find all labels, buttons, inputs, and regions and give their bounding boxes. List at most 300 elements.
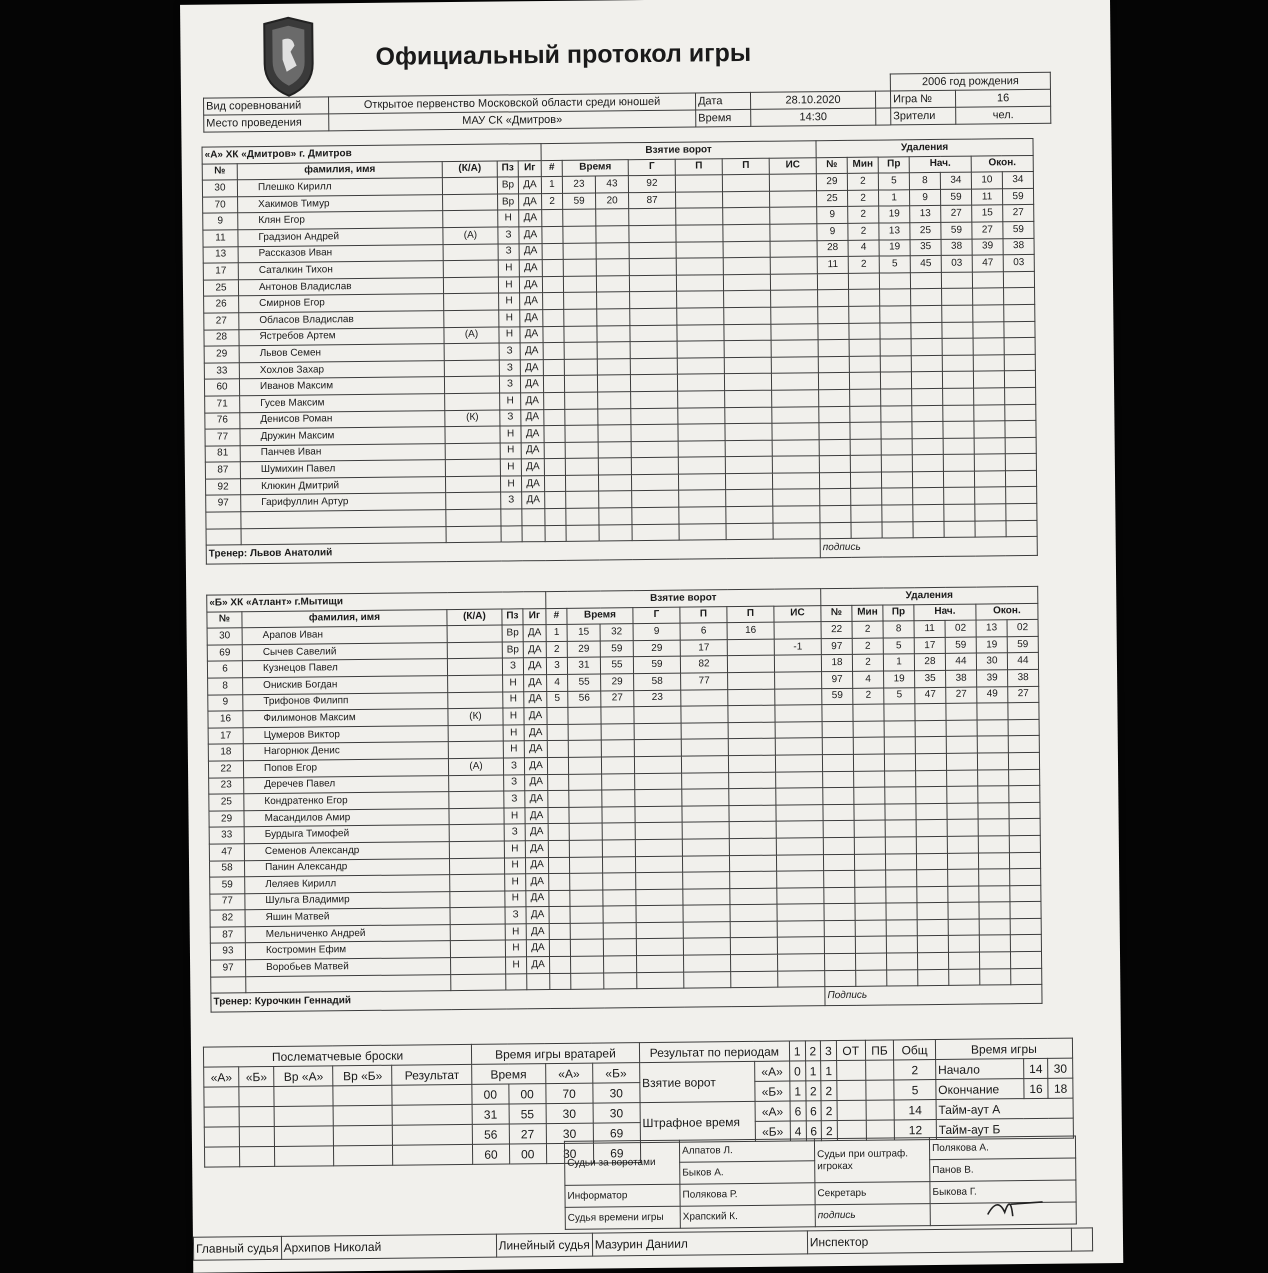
gk-time-cell: 55 bbox=[509, 1104, 546, 1124]
goal-number: 2 bbox=[546, 641, 567, 658]
goal-assist-1 bbox=[679, 490, 726, 507]
goal-second bbox=[597, 375, 630, 392]
penalty-start-min bbox=[917, 869, 948, 886]
penalty-minutes bbox=[849, 372, 880, 389]
goal-assist-1 bbox=[676, 274, 723, 291]
goal-situation bbox=[777, 904, 824, 921]
penalty-end-sec bbox=[1010, 868, 1041, 885]
penalty-end-sec bbox=[1010, 951, 1041, 968]
penalty-start-min bbox=[918, 969, 949, 986]
penalty-start-min bbox=[912, 471, 943, 488]
goal-assist-2 bbox=[724, 340, 771, 357]
player-number: 16 bbox=[208, 711, 243, 728]
penalty-player bbox=[818, 340, 849, 357]
goal-assist-2 bbox=[729, 838, 776, 855]
player-position bbox=[501, 525, 522, 542]
penalty-end-min bbox=[973, 354, 1004, 371]
score-cell: 1 bbox=[790, 1081, 806, 1101]
gk-time-cell: 00 bbox=[509, 1144, 546, 1164]
goal-situation bbox=[770, 224, 817, 241]
player-name: Онискив Богдан bbox=[243, 676, 448, 695]
penalty-start-min bbox=[916, 787, 947, 804]
player-number: 29 bbox=[204, 346, 239, 363]
penalty-minutes bbox=[850, 422, 881, 439]
goal-assist-2 bbox=[730, 888, 777, 905]
penalty-player: 97 bbox=[822, 671, 853, 688]
penalty-minutes bbox=[850, 472, 881, 489]
goal-scorer bbox=[632, 524, 679, 541]
penalty-end-sec bbox=[1009, 819, 1040, 836]
penalty-start-min bbox=[917, 936, 948, 953]
coach-name: Тренер: Курочкин Геннадий bbox=[211, 987, 825, 1012]
goal-number bbox=[544, 459, 565, 476]
player-played: ДА bbox=[521, 459, 544, 476]
penalty-end-sec: 03 bbox=[1003, 255, 1034, 272]
goal-second: 29 bbox=[601, 674, 634, 691]
goal-assist-1 bbox=[676, 258, 723, 275]
player-name: Денисов Роман bbox=[240, 410, 445, 429]
goal-assist-1 bbox=[679, 523, 726, 540]
goal-number bbox=[542, 210, 563, 227]
player-name: Иванов Максим bbox=[239, 377, 444, 396]
goal-minute: 15 bbox=[567, 624, 600, 641]
goal-number bbox=[545, 492, 566, 509]
period-ot-header: ОТ bbox=[836, 1040, 865, 1060]
goal-scorer bbox=[635, 789, 682, 806]
gk-b-cell: 30 bbox=[593, 1103, 640, 1123]
penalty-player bbox=[823, 771, 854, 788]
penalty-start-min bbox=[915, 704, 946, 721]
penalty-start-sec: 59 bbox=[945, 637, 976, 654]
goal-assist-1 bbox=[678, 407, 725, 424]
score-cell: 0 bbox=[790, 1061, 806, 1081]
goal-scorer bbox=[631, 424, 678, 441]
player-number: 60 bbox=[204, 379, 239, 396]
penalty-code bbox=[884, 720, 915, 737]
goal-assist-2 bbox=[729, 788, 776, 805]
player-position: Н bbox=[505, 874, 526, 891]
goal-number bbox=[544, 409, 565, 426]
penalty-minutes bbox=[849, 306, 880, 323]
player-name: Клюкин Дмитрий bbox=[240, 476, 445, 495]
goal-assist-1 bbox=[684, 971, 731, 988]
goal-assist-1 bbox=[682, 822, 729, 839]
col-name: фамилия, имя bbox=[242, 609, 447, 628]
penalty-end-sec: 27 bbox=[1008, 686, 1039, 703]
player-played: ДА bbox=[519, 243, 542, 260]
goal-assist-1 bbox=[678, 474, 725, 491]
goal-assist-2 bbox=[724, 357, 771, 374]
score-cell bbox=[837, 1080, 866, 1100]
goal-minute bbox=[564, 309, 597, 326]
goal-assist-2 bbox=[725, 456, 772, 473]
penalty-end-min: 11 bbox=[971, 189, 1002, 206]
col-pen-pr: Пр bbox=[883, 604, 914, 621]
player-number: 23 bbox=[209, 777, 244, 794]
goal-number bbox=[543, 293, 564, 310]
goal-number bbox=[547, 708, 568, 725]
goal-assist-1 bbox=[682, 789, 729, 806]
penalty-minutes bbox=[850, 406, 881, 423]
goal-minute bbox=[569, 807, 602, 824]
penalty-minutes: 2 bbox=[852, 654, 883, 671]
penalty-start-min bbox=[918, 952, 949, 969]
gk-b-cell: 69 bbox=[593, 1143, 640, 1163]
player-played: ДА bbox=[523, 625, 546, 642]
time-label: Время bbox=[696, 109, 751, 127]
penalty-start-sec bbox=[944, 521, 975, 538]
player-position bbox=[501, 509, 522, 526]
player-played: ДА bbox=[526, 940, 549, 957]
player-role bbox=[448, 725, 503, 742]
goal-assist-2 bbox=[728, 739, 775, 756]
goal-assist-2 bbox=[728, 689, 775, 706]
goal-minute bbox=[566, 525, 599, 542]
penalty-start-min bbox=[911, 322, 942, 339]
goal-assist-1 bbox=[683, 938, 730, 955]
shootout-col-a: «А» bbox=[204, 1067, 239, 1087]
player-position: Н bbox=[500, 476, 521, 493]
goal-minute: 29 bbox=[567, 641, 600, 658]
player-played bbox=[522, 509, 545, 526]
goal-second bbox=[598, 425, 631, 442]
player-position: З bbox=[499, 360, 520, 377]
player-role bbox=[447, 642, 502, 659]
goal-number bbox=[549, 940, 570, 957]
penalty-start-sec bbox=[943, 438, 974, 455]
player-name: Филимонов Максим bbox=[243, 709, 448, 728]
goal-minute bbox=[564, 359, 597, 376]
goal-situation bbox=[776, 771, 823, 788]
player-played bbox=[522, 525, 545, 542]
gk-time-title: Время игры вратарей bbox=[471, 1043, 639, 1065]
player-position: Н bbox=[500, 459, 521, 476]
penalty-player: 59 bbox=[822, 688, 853, 705]
goal-situation bbox=[773, 489, 820, 506]
goal-second: 55 bbox=[600, 657, 633, 674]
penalty-minutes bbox=[854, 820, 885, 837]
player-position: Н bbox=[500, 443, 521, 460]
penalty-start-sec bbox=[948, 902, 979, 919]
goal-assist-1: 17 bbox=[680, 639, 727, 656]
penalty-code: 5 bbox=[883, 637, 914, 654]
player-played: ДА bbox=[526, 923, 549, 940]
penalty-minutes: 2 bbox=[847, 173, 878, 190]
penalty-end-min bbox=[974, 404, 1005, 421]
goal-minute: 55 bbox=[568, 674, 601, 691]
player-number: 97 bbox=[206, 495, 241, 512]
footer-table bbox=[193, 1227, 1093, 1260]
goal-minute bbox=[565, 409, 598, 426]
shootout-col-b: «Б» bbox=[239, 1066, 274, 1086]
goal-assist-1: 82 bbox=[680, 656, 727, 673]
goal-scorer bbox=[630, 358, 677, 375]
penalty-end-min bbox=[980, 968, 1011, 985]
player-played: ДА bbox=[519, 276, 542, 293]
player-role bbox=[445, 393, 500, 410]
penalty-end-min bbox=[979, 919, 1010, 936]
col-play: Иг bbox=[518, 160, 541, 177]
goal-minute bbox=[568, 707, 601, 724]
col-pen-end: Окон. bbox=[976, 603, 1038, 620]
player-played: ДА bbox=[519, 260, 542, 277]
goal-assist-1 bbox=[683, 872, 730, 889]
score-total: 2 bbox=[894, 1060, 936, 1080]
goal-number bbox=[542, 276, 563, 293]
penalty-end-sec: 27 bbox=[1003, 205, 1034, 222]
player-name: Кузнецов Павел bbox=[242, 659, 447, 678]
goal-second bbox=[596, 259, 629, 276]
player-played: ДА bbox=[524, 724, 547, 741]
goal-second bbox=[603, 873, 636, 890]
row-team: «Б» bbox=[755, 1081, 790, 1101]
goal-scorer bbox=[636, 889, 683, 906]
player-played: ДА bbox=[525, 791, 548, 808]
goal-scorer bbox=[629, 258, 676, 275]
penalty-start-min: 9 bbox=[910, 189, 941, 206]
goal-assist-2 bbox=[726, 506, 773, 523]
goal-scorer bbox=[631, 457, 678, 474]
penalty-code bbox=[882, 505, 913, 522]
penalty-code bbox=[885, 820, 916, 837]
player-name: Кондратенко Егор bbox=[244, 792, 449, 811]
penalty-start-sec bbox=[943, 454, 974, 471]
gk-a-cell: 30 bbox=[546, 1143, 593, 1163]
goal-number bbox=[549, 890, 570, 907]
end-hour: 16 bbox=[1024, 1078, 1049, 1098]
player-position: Н bbox=[504, 841, 525, 858]
penalty-start-min: 28 bbox=[914, 654, 945, 671]
goal-minute bbox=[570, 890, 603, 907]
penalty-player bbox=[818, 356, 849, 373]
player-number: 8 bbox=[208, 678, 243, 695]
goal-assist-1 bbox=[681, 722, 728, 739]
penalty-end-min bbox=[979, 869, 1010, 886]
player-role bbox=[443, 277, 498, 294]
penalty-code bbox=[880, 322, 911, 339]
gk-b-cell: 30 bbox=[593, 1083, 640, 1103]
penalty-code: 5 bbox=[878, 173, 909, 190]
penalty-start-sec bbox=[943, 405, 974, 422]
player-role bbox=[444, 376, 499, 393]
penalty-end-sec: 59 bbox=[1003, 221, 1034, 238]
penalty-start-min: 47 bbox=[915, 687, 946, 704]
player-number bbox=[206, 512, 241, 529]
penalty-minutes: 2 bbox=[852, 621, 883, 638]
timekeeper-label: Судья времени игры bbox=[565, 1206, 680, 1229]
player-number: 59 bbox=[210, 877, 245, 894]
penalty-start-sec bbox=[944, 488, 975, 505]
goal-situation bbox=[771, 307, 818, 324]
goal-assist-1 bbox=[677, 324, 724, 341]
player-role bbox=[444, 310, 499, 327]
penalty-start-min bbox=[917, 886, 948, 903]
pim-cell: 2 bbox=[821, 1121, 837, 1141]
penalty-start-min: 35 bbox=[915, 670, 946, 687]
score-cell: 2 bbox=[805, 1081, 821, 1101]
goal-assist-2 bbox=[727, 656, 774, 673]
goal-assist-2 bbox=[722, 174, 769, 191]
goal-assist-2 bbox=[724, 291, 771, 308]
gametime-title: Время игры bbox=[935, 1038, 1072, 1059]
penalty-end-min bbox=[978, 819, 1009, 836]
penalty-end-min bbox=[975, 504, 1006, 521]
penalty-start-min bbox=[911, 355, 942, 372]
timeout-b-label: Тайм-аут Б bbox=[936, 1118, 1073, 1139]
goal-minute bbox=[571, 973, 604, 990]
player-number: 18 bbox=[208, 744, 243, 761]
goal-assist-1 bbox=[681, 706, 728, 723]
score-cell bbox=[836, 1060, 865, 1080]
game-no-value: 16 bbox=[955, 89, 1050, 107]
player-role bbox=[450, 874, 505, 891]
end-label: Окончание bbox=[936, 1079, 1024, 1100]
penalty-player bbox=[825, 970, 856, 987]
penalty-start-min bbox=[912, 405, 943, 422]
penalty-end-min bbox=[973, 338, 1004, 355]
gk-b-cell: 69 bbox=[593, 1123, 640, 1143]
goal-situation bbox=[777, 921, 824, 938]
col-goal-p1: П bbox=[675, 158, 722, 175]
penalty-start-sec bbox=[948, 919, 979, 936]
penalty-start-min bbox=[916, 820, 947, 837]
score-total: 5 bbox=[894, 1080, 936, 1100]
goal-minute bbox=[564, 342, 597, 359]
player-position: Вр bbox=[497, 177, 518, 194]
goal-situation bbox=[778, 954, 825, 971]
penalty-start-sec: 03 bbox=[941, 255, 972, 272]
goal-situation bbox=[775, 672, 822, 689]
player-name: Трифонов Филипп bbox=[243, 692, 448, 711]
goal-situation bbox=[771, 323, 818, 340]
inspector-label: Инспектор bbox=[807, 1228, 1072, 1254]
penalty-start-min: 45 bbox=[910, 256, 941, 273]
penalty-end-min: 30 bbox=[976, 653, 1007, 670]
penalty-start-min bbox=[916, 853, 947, 870]
penalty-player bbox=[820, 505, 851, 522]
penalty-end-sec bbox=[1008, 703, 1039, 720]
goals-title: Взятие ворот bbox=[546, 589, 821, 608]
goal-assist-1 bbox=[677, 357, 724, 374]
goal-situation bbox=[773, 522, 820, 539]
col-pen-num: № bbox=[821, 605, 852, 622]
timeout-a-label: Тайм-аут А bbox=[936, 1098, 1073, 1119]
penalty-end-sec bbox=[1009, 802, 1040, 819]
penalty-player bbox=[823, 787, 854, 804]
goal-situation bbox=[771, 373, 818, 390]
col-goal-is: ИС bbox=[774, 605, 821, 622]
player-position: З bbox=[501, 492, 522, 509]
goal-scorer bbox=[630, 374, 677, 391]
gk-time-cell: 27 bbox=[509, 1124, 546, 1144]
goal-second bbox=[602, 840, 635, 857]
col-play: Иг bbox=[523, 608, 546, 625]
goal-second bbox=[598, 475, 631, 492]
goal-assist-2 bbox=[729, 821, 776, 838]
player-role bbox=[450, 924, 505, 941]
penalty-end-min: 10 bbox=[971, 172, 1002, 189]
goal-scorer: 9 bbox=[633, 623, 680, 640]
player-role bbox=[447, 625, 502, 642]
penalty-start-min bbox=[915, 753, 946, 770]
goal-assist-1 bbox=[683, 905, 730, 922]
penalty-minutes bbox=[853, 704, 884, 721]
penalty-player bbox=[819, 456, 850, 473]
player-name: Градзион Андрей bbox=[238, 228, 443, 247]
goal-scorer bbox=[634, 740, 681, 757]
penalty-code bbox=[881, 455, 912, 472]
goal-minute: 56 bbox=[568, 691, 601, 708]
penalty-end-min bbox=[979, 952, 1010, 969]
penalty-code bbox=[886, 870, 917, 887]
player-name: Панчев Иван bbox=[240, 443, 445, 462]
player-played: ДА bbox=[523, 641, 546, 658]
player-name: Деречев Павел bbox=[244, 775, 449, 794]
goal-number bbox=[543, 376, 564, 393]
goal-number bbox=[542, 260, 563, 277]
player-name: Арапов Иван bbox=[242, 626, 447, 645]
penalty-end-min bbox=[978, 836, 1009, 853]
col-goal-time: Время bbox=[562, 159, 628, 176]
player-role bbox=[449, 841, 504, 858]
goal-number bbox=[549, 923, 570, 940]
goal-minute bbox=[570, 873, 603, 890]
penalty-end-sec bbox=[1009, 835, 1040, 852]
player-played: ДА bbox=[520, 359, 543, 376]
goal-situation bbox=[771, 340, 818, 357]
goal-assist-2 bbox=[728, 722, 775, 739]
penalty-code: 8 bbox=[883, 621, 914, 638]
period-1-header: 1 bbox=[789, 1041, 805, 1061]
penalty-start-sec bbox=[946, 736, 977, 753]
penalty-start-min bbox=[912, 421, 943, 438]
team-b-table bbox=[206, 586, 1042, 1013]
goal-situation bbox=[774, 622, 821, 639]
player-played: ДА bbox=[519, 227, 542, 244]
goal-second bbox=[597, 342, 630, 359]
goal-second bbox=[603, 923, 636, 940]
goal-number bbox=[549, 907, 570, 924]
col-pen-num: № bbox=[816, 157, 847, 174]
goal-minute bbox=[563, 276, 596, 293]
pim-total: 12 bbox=[895, 1120, 937, 1140]
player-number: 77 bbox=[205, 429, 240, 446]
player-position: Н bbox=[500, 393, 521, 410]
goal-assist-2 bbox=[730, 871, 777, 888]
player-played: ДА bbox=[521, 475, 544, 492]
penalty-start-sec bbox=[942, 355, 973, 372]
period-pb-header: ПБ bbox=[865, 1040, 894, 1060]
player-role bbox=[445, 443, 500, 460]
goal-assist-1 bbox=[681, 689, 728, 706]
player-position: Н bbox=[505, 940, 526, 957]
player-position: З bbox=[504, 791, 525, 808]
goal-second bbox=[601, 740, 634, 757]
player-name: Рассказов Иван bbox=[238, 244, 443, 263]
penalty-start-sec bbox=[946, 753, 977, 770]
goal-number bbox=[547, 741, 568, 758]
end-min: 18 bbox=[1048, 1078, 1073, 1098]
penalty-code bbox=[885, 853, 916, 870]
coach-name: Тренер: Львов Анатолий bbox=[206, 539, 820, 564]
penalty-code: 5 bbox=[879, 256, 910, 273]
gk-col-time: Время bbox=[472, 1064, 546, 1085]
goal-second: 27 bbox=[601, 690, 634, 707]
goal-assist-2 bbox=[731, 954, 778, 971]
col-pen-start: Нач. bbox=[914, 604, 976, 621]
penalty-start-min bbox=[911, 289, 942, 306]
goal-scorer bbox=[631, 441, 678, 458]
